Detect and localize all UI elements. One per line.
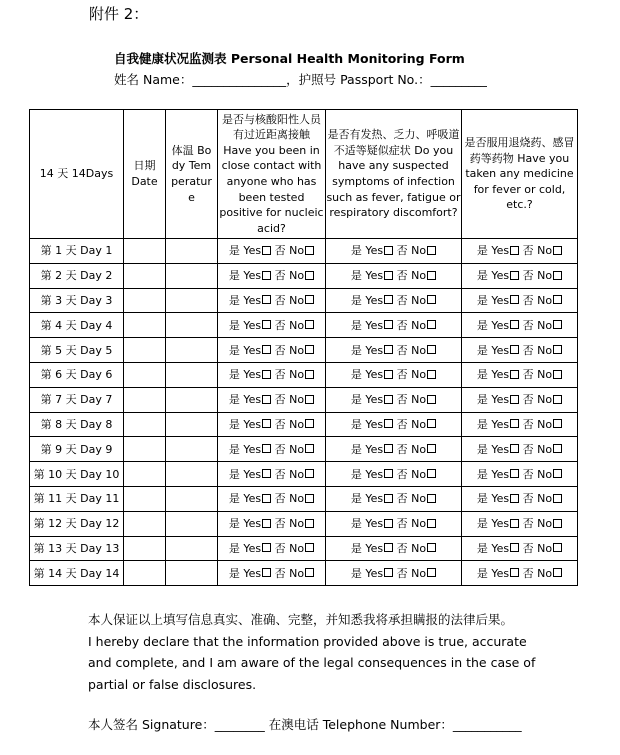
yes-checkbox[interactable] [510, 395, 519, 404]
temperature-cell[interactable] [166, 412, 218, 437]
date-cell[interactable] [124, 387, 166, 412]
symptoms-answer-cell [326, 536, 462, 561]
contact-answer-cell [218, 437, 326, 462]
table-row [30, 263, 578, 288]
no-checkbox[interactable] [427, 519, 436, 528]
yes-label: 是 Yes [350, 467, 384, 481]
yes-checkbox[interactable] [510, 345, 519, 354]
yes-label: 是 Yes [350, 368, 384, 382]
temperature-cell[interactable] [166, 288, 218, 313]
yes-label: 是 Yes [228, 244, 262, 258]
table-row [30, 536, 578, 561]
yes-label: 是 Yes [228, 566, 262, 580]
yes-checkbox[interactable] [262, 469, 271, 478]
no-checkbox[interactable] [305, 543, 314, 552]
yes-checkbox[interactable] [510, 494, 519, 503]
no-label: 否 No [274, 492, 305, 506]
contact-answer-cell [218, 313, 326, 338]
yes-label: 是 Yes [476, 417, 510, 431]
day-label: 第 5 天 Day 5 [30, 338, 124, 363]
symptoms-answer-cell [326, 239, 462, 264]
yes-checkbox[interactable] [384, 320, 393, 329]
yes-label: 是 Yes [228, 343, 262, 357]
no-label: 否 No [396, 343, 427, 357]
date-cell[interactable] [124, 412, 166, 437]
declaration-english: I hereby declare that the information provided above is true, accurate and complete, and I am aware of the legal consequences in the case of partial or false disclosures. [88, 633, 536, 692]
no-checkbox[interactable] [305, 370, 314, 379]
no-label: 否 No [522, 393, 553, 407]
table-row [30, 387, 578, 412]
no-checkbox[interactable] [305, 519, 314, 528]
date-cell[interactable] [124, 362, 166, 387]
yes-label: 是 Yes [228, 318, 262, 332]
no-label: 否 No [274, 417, 305, 431]
date-cell[interactable] [124, 338, 166, 363]
temperature-cell[interactable] [166, 462, 218, 487]
health-monitoring-table [29, 109, 578, 586]
yes-checkbox[interactable] [384, 419, 393, 428]
no-checkbox[interactable] [553, 419, 562, 428]
yes-label: 是 Yes [476, 269, 510, 283]
yes-label: 是 Yes [350, 343, 384, 357]
yes-checkbox[interactable] [510, 568, 519, 577]
no-label: 否 No [396, 442, 427, 456]
temperature-cell[interactable] [166, 561, 218, 586]
yes-checkbox[interactable] [262, 271, 271, 280]
yes-label: 是 Yes [350, 318, 384, 332]
no-label: 否 No [522, 244, 553, 258]
no-label: 否 No [274, 293, 305, 307]
date-cell[interactable] [124, 536, 166, 561]
table-row [30, 338, 578, 363]
temperature-cell[interactable] [166, 313, 218, 338]
yes-label: 是 Yes [350, 541, 384, 555]
no-label: 否 No [274, 343, 305, 357]
yes-label: 是 Yes [476, 492, 510, 506]
header-close-contact: 是否与核酸阳性人员有过近距离接触 Have you been in close contact with anyone who has been tested positive for nucleic acid? [218, 110, 326, 239]
no-checkbox[interactable] [553, 494, 562, 503]
yes-checkbox[interactable] [384, 494, 393, 503]
yes-checkbox[interactable] [262, 444, 271, 453]
no-checkbox[interactable] [305, 295, 314, 304]
yes-checkbox[interactable] [262, 543, 271, 552]
header-symptoms: 是否有发热、乏力、呼吸道不适等疑似症状 Do you have any suspected symptoms of infection such as fever, fatigue or respiratory discomfort? [326, 110, 462, 239]
no-checkbox[interactable] [553, 444, 562, 453]
no-checkbox[interactable] [427, 444, 436, 453]
medicine-answer-cell [462, 288, 578, 313]
no-checkbox[interactable] [553, 295, 562, 304]
yes-checkbox[interactable] [384, 568, 393, 577]
yes-checkbox[interactable] [510, 444, 519, 453]
attachment-label: 附件 2： [89, 5, 149, 23]
no-label: 否 No [274, 393, 305, 407]
yes-checkbox[interactable] [384, 543, 393, 552]
no-label: 否 No [522, 318, 553, 332]
date-cell[interactable] [124, 263, 166, 288]
yes-label: 是 Yes [228, 467, 262, 481]
day-label: 第 10 天 Day 10 [30, 462, 124, 487]
yes-checkbox[interactable] [262, 568, 271, 577]
date-cell[interactable] [124, 561, 166, 586]
temperature-cell[interactable] [166, 239, 218, 264]
yes-checkbox[interactable] [262, 419, 271, 428]
contact-answer-cell [218, 362, 326, 387]
no-label: 否 No [396, 467, 427, 481]
yes-checkbox[interactable] [384, 345, 393, 354]
table-row [30, 362, 578, 387]
medicine-answer-cell [462, 338, 578, 363]
yes-checkbox[interactable] [262, 519, 271, 528]
yes-checkbox[interactable] [510, 246, 519, 255]
no-checkbox[interactable] [553, 395, 562, 404]
yes-label: 是 Yes [228, 368, 262, 382]
contact-answer-cell [218, 462, 326, 487]
no-checkbox[interactable] [427, 469, 436, 478]
no-label: 否 No [274, 541, 305, 555]
no-label: 否 No [396, 293, 427, 307]
date-cell[interactable] [124, 437, 166, 462]
no-checkbox[interactable] [427, 568, 436, 577]
header-temperature: 体温 Body Temperature [166, 110, 218, 239]
no-checkbox[interactable] [305, 246, 314, 255]
contact-answer-cell [218, 239, 326, 264]
medicine-answer-cell [462, 462, 578, 487]
date-cell[interactable] [124, 462, 166, 487]
no-label: 否 No [396, 318, 427, 332]
no-checkbox[interactable] [553, 568, 562, 577]
yes-checkbox[interactable] [510, 469, 519, 478]
header-days: 14 天 14Days [30, 110, 124, 239]
yes-label: 是 Yes [228, 492, 262, 506]
no-label: 否 No [396, 492, 427, 506]
yes-label: 是 Yes [476, 318, 510, 332]
no-checkbox[interactable] [553, 345, 562, 354]
day-label: 第 6 天 Day 6 [30, 362, 124, 387]
no-label: 否 No [396, 541, 427, 555]
no-label: 否 No [274, 566, 305, 580]
no-checkbox[interactable] [427, 395, 436, 404]
yes-label: 是 Yes [228, 417, 262, 431]
medicine-answer-cell [462, 313, 578, 338]
header-medicine: 是否服用退烧药、感冒药等药物 Have you taken any medicine for fever or cold, etc.? [462, 110, 578, 239]
table-row [30, 313, 578, 338]
no-checkbox[interactable] [427, 246, 436, 255]
yes-label: 是 Yes [350, 566, 384, 580]
contact-answer-cell [218, 511, 326, 536]
no-label: 否 No [522, 467, 553, 481]
symptoms-answer-cell [326, 313, 462, 338]
yes-checkbox[interactable] [384, 271, 393, 280]
symptoms-answer-cell [326, 486, 462, 511]
yes-checkbox[interactable] [384, 469, 393, 478]
no-label: 否 No [396, 393, 427, 407]
temperature-cell[interactable] [166, 486, 218, 511]
yes-label: 是 Yes [228, 517, 262, 531]
day-label: 第 1 天 Day 1 [30, 239, 124, 264]
symptoms-answer-cell [326, 263, 462, 288]
no-checkbox[interactable] [553, 519, 562, 528]
contact-answer-cell [218, 536, 326, 561]
no-label: 否 No [522, 343, 553, 357]
yes-label: 是 Yes [350, 393, 384, 407]
no-checkbox[interactable] [553, 469, 562, 478]
symptoms-answer-cell [326, 387, 462, 412]
symptoms-answer-cell [326, 462, 462, 487]
no-checkbox[interactable] [427, 419, 436, 428]
yes-label: 是 Yes [350, 492, 384, 506]
yes-checkbox[interactable] [384, 370, 393, 379]
no-label: 否 No [274, 269, 305, 283]
form-title: 自我健康状况监测表 Personal Health Monitoring Form [114, 51, 465, 66]
yes-label: 是 Yes [476, 566, 510, 580]
no-label: 否 No [396, 517, 427, 531]
medicine-answer-cell [462, 536, 578, 561]
no-label: 否 No [522, 492, 553, 506]
medicine-answer-cell [462, 511, 578, 536]
no-label: 否 No [396, 269, 427, 283]
yes-label: 是 Yes [476, 343, 510, 357]
no-checkbox[interactable] [305, 469, 314, 478]
yes-label: 是 Yes [476, 442, 510, 456]
contact-answer-cell [218, 387, 326, 412]
table-row [30, 511, 578, 536]
temperature-cell[interactable] [166, 511, 218, 536]
contact-answer-cell [218, 263, 326, 288]
no-checkbox[interactable] [553, 543, 562, 552]
date-cell[interactable] [124, 486, 166, 511]
symptoms-answer-cell [326, 338, 462, 363]
declaration [88, 609, 548, 695]
yes-label: 是 Yes [350, 293, 384, 307]
header-date: 日期 Date [124, 110, 166, 239]
symptoms-answer-cell [326, 288, 462, 313]
no-label: 否 No [396, 368, 427, 382]
yes-label: 是 Yes [476, 293, 510, 307]
medicine-answer-cell [462, 486, 578, 511]
yes-label: 是 Yes [228, 393, 262, 407]
no-checkbox[interactable] [427, 543, 436, 552]
yes-checkbox[interactable] [510, 295, 519, 304]
day-label: 第 9 天 Day 9 [30, 437, 124, 462]
no-checkbox[interactable] [305, 320, 314, 329]
no-label: 否 No [274, 368, 305, 382]
medicine-answer-cell [462, 387, 578, 412]
yes-checkbox[interactable] [262, 295, 271, 304]
no-checkbox[interactable] [427, 271, 436, 280]
temperature-cell[interactable] [166, 536, 218, 561]
table-row [30, 239, 578, 264]
symptoms-answer-cell [326, 511, 462, 536]
temperature-cell[interactable] [166, 387, 218, 412]
no-checkbox[interactable] [305, 419, 314, 428]
no-checkbox[interactable] [305, 271, 314, 280]
medicine-answer-cell [462, 362, 578, 387]
temperature-cell[interactable] [166, 338, 218, 363]
yes-label: 是 Yes [350, 517, 384, 531]
no-label: 否 No [274, 318, 305, 332]
no-label: 否 No [522, 566, 553, 580]
yes-checkbox[interactable] [384, 519, 393, 528]
table-row [30, 437, 578, 462]
symptoms-answer-cell [326, 437, 462, 462]
no-label: 否 No [396, 417, 427, 431]
table-row [30, 462, 578, 487]
yes-checkbox[interactable] [384, 246, 393, 255]
no-checkbox[interactable] [427, 345, 436, 354]
day-label: 第 3 天 Day 3 [30, 288, 124, 313]
no-checkbox[interactable] [427, 370, 436, 379]
yes-label: 是 Yes [476, 244, 510, 258]
contact-answer-cell [218, 338, 326, 363]
yes-label: 是 Yes [228, 442, 262, 456]
yes-checkbox[interactable] [262, 370, 271, 379]
yes-label: 是 Yes [350, 269, 384, 283]
day-label: 第 2 天 Day 2 [30, 263, 124, 288]
no-checkbox[interactable] [427, 320, 436, 329]
medicine-answer-cell [462, 437, 578, 462]
temperature-cell[interactable] [166, 437, 218, 462]
no-label: 否 No [522, 517, 553, 531]
no-checkbox[interactable] [305, 494, 314, 503]
no-label: 否 No [522, 541, 553, 555]
table-row [30, 412, 578, 437]
yes-label: 是 Yes [228, 269, 262, 283]
yes-label: 是 Yes [476, 541, 510, 555]
yes-checkbox[interactable] [262, 395, 271, 404]
no-label: 否 No [274, 442, 305, 456]
symptoms-answer-cell [326, 362, 462, 387]
table-row [30, 561, 578, 586]
no-label: 否 No [274, 467, 305, 481]
medicine-answer-cell [462, 412, 578, 437]
signature-telephone-line: 本人签名 Signature：________ 在澳电话 Telephone Number：___________ [88, 717, 522, 732]
declaration-chinese: 本人保证以上填写信息真实、准确、完整，并知悉我将承担瞒报的法律后果。 [88, 612, 514, 627]
yes-checkbox[interactable] [262, 345, 271, 354]
date-cell[interactable] [124, 511, 166, 536]
yes-checkbox[interactable] [510, 271, 519, 280]
yes-label: 是 Yes [476, 393, 510, 407]
no-checkbox[interactable] [305, 568, 314, 577]
day-label: 第 14 天 Day 14 [30, 561, 124, 586]
no-checkbox[interactable] [305, 395, 314, 404]
day-label: 第 13 天 Day 13 [30, 536, 124, 561]
symptoms-answer-cell [326, 412, 462, 437]
yes-checkbox[interactable] [384, 444, 393, 453]
yes-label: 是 Yes [228, 293, 262, 307]
table-row [30, 486, 578, 511]
yes-label: 是 Yes [476, 467, 510, 481]
no-checkbox[interactable] [553, 320, 562, 329]
no-checkbox[interactable] [427, 494, 436, 503]
name-passport-line: 姓名 Name：_______________，护照号 Passport No.：_________ [114, 72, 487, 87]
medicine-answer-cell [462, 239, 578, 264]
contact-answer-cell [218, 561, 326, 586]
no-label: 否 No [522, 368, 553, 382]
day-label: 第 7 天 Day 7 [30, 387, 124, 412]
no-label: 否 No [396, 244, 427, 258]
no-label: 否 No [274, 244, 305, 258]
yes-checkbox[interactable] [384, 295, 393, 304]
no-label: 否 No [522, 269, 553, 283]
no-label: 否 No [522, 293, 553, 307]
yes-label: 是 Yes [350, 417, 384, 431]
yes-checkbox[interactable] [262, 320, 271, 329]
yes-checkbox[interactable] [384, 395, 393, 404]
date-cell[interactable] [124, 288, 166, 313]
yes-checkbox[interactable] [510, 419, 519, 428]
no-checkbox[interactable] [553, 246, 562, 255]
contact-answer-cell [218, 412, 326, 437]
contact-answer-cell [218, 288, 326, 313]
yes-checkbox[interactable] [262, 246, 271, 255]
yes-checkbox[interactable] [510, 543, 519, 552]
no-label: 否 No [522, 417, 553, 431]
no-checkbox[interactable] [427, 295, 436, 304]
yes-checkbox[interactable] [510, 370, 519, 379]
no-checkbox[interactable] [553, 271, 562, 280]
no-label: 否 No [396, 566, 427, 580]
medicine-answer-cell [462, 263, 578, 288]
contact-answer-cell [218, 486, 326, 511]
yes-label: 是 Yes [476, 517, 510, 531]
day-label: 第 4 天 Day 4 [30, 313, 124, 338]
date-cell[interactable] [124, 313, 166, 338]
temperature-cell[interactable] [166, 263, 218, 288]
yes-checkbox[interactable] [510, 519, 519, 528]
no-label: 否 No [274, 517, 305, 531]
no-checkbox[interactable] [305, 345, 314, 354]
yes-label: 是 Yes [476, 368, 510, 382]
day-label: 第 11 天 Day 11 [30, 486, 124, 511]
no-checkbox[interactable] [553, 370, 562, 379]
no-checkbox[interactable] [305, 444, 314, 453]
yes-checkbox[interactable] [510, 320, 519, 329]
yes-label: 是 Yes [350, 442, 384, 456]
day-label: 第 12 天 Day 12 [30, 511, 124, 536]
yes-label: 是 Yes [350, 244, 384, 258]
temperature-cell[interactable] [166, 362, 218, 387]
symptoms-answer-cell [326, 561, 462, 586]
table-row [30, 288, 578, 313]
no-label: 否 No [522, 442, 553, 456]
table-header-row [30, 110, 578, 239]
yes-checkbox[interactable] [262, 494, 271, 503]
date-cell[interactable] [124, 239, 166, 264]
yes-label: 是 Yes [228, 541, 262, 555]
medicine-answer-cell [462, 561, 578, 586]
day-label: 第 8 天 Day 8 [30, 412, 124, 437]
